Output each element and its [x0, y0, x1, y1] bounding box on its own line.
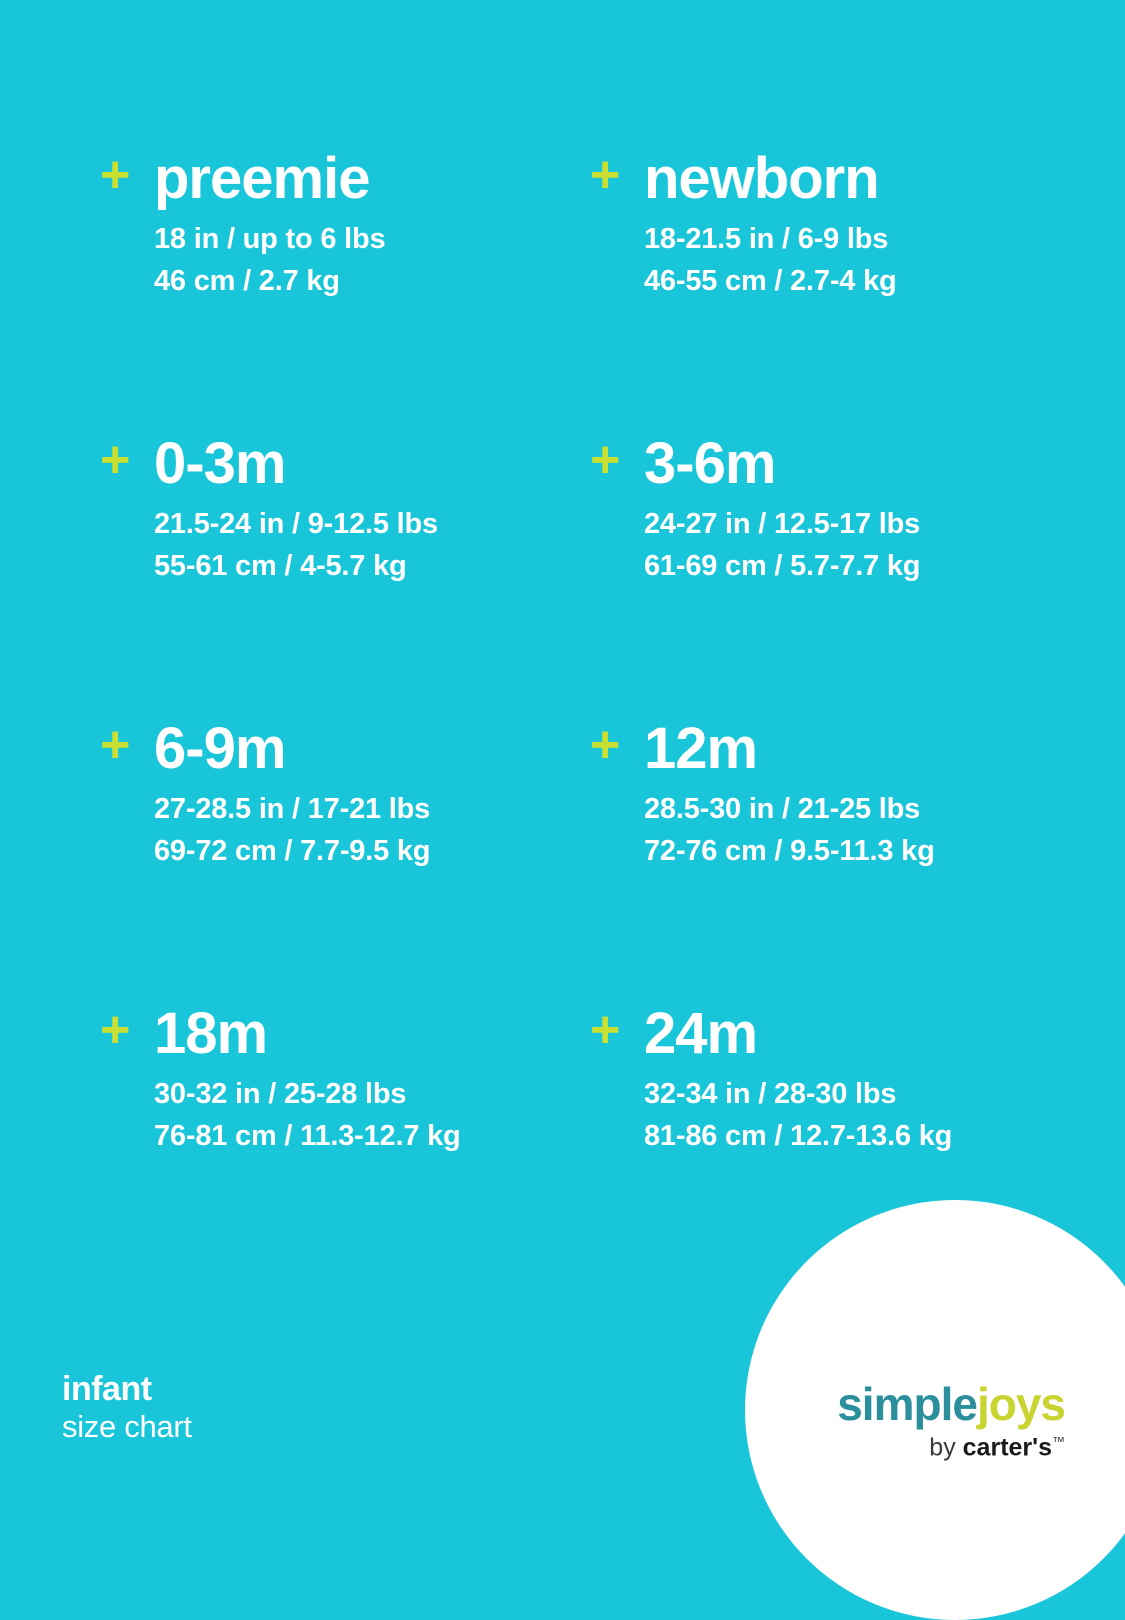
size-block-3-6m	[590, 431, 1060, 720]
size-metric: 72-76 cm / 9.5-11.3 kg	[644, 835, 935, 868]
size-name: 0-3m	[154, 431, 286, 496]
size-heading	[100, 1001, 590, 1066]
size-measurements	[644, 218, 1060, 302]
size-imperial: 18-21.5 in / 6-9 lbs	[644, 223, 889, 255]
brand-company: carter's	[962, 1433, 1052, 1461]
brand-word-joys: joys	[976, 1377, 1065, 1430]
size-metric: 81-86 cm / 12.7-13.6 kg	[644, 1120, 953, 1153]
size-heading	[100, 431, 590, 496]
plus-icon: +	[100, 716, 131, 774]
size-name: newborn	[644, 146, 879, 211]
plus-icon: +	[590, 431, 621, 489]
size-block-preemie	[100, 146, 590, 435]
size-imperial: 32-34 in / 28-30 lbs	[644, 1078, 897, 1110]
size-imperial: 24-27 in / 12.5-17 lbs	[644, 508, 921, 540]
size-heading	[100, 146, 590, 211]
size-metric: 69-72 cm / 7.7-9.5 kg	[154, 835, 431, 868]
size-name: preemie	[154, 146, 370, 211]
footer-label	[62, 1370, 192, 1445]
size-metric: 46 cm / 2.7 kg	[154, 265, 340, 298]
size-measurements	[154, 788, 590, 872]
size-heading	[590, 716, 1060, 781]
plus-icon: +	[100, 1001, 131, 1059]
plus-icon: +	[590, 146, 621, 204]
brand-logo	[745, 1377, 1065, 1461]
size-metric: 61-69 cm / 5.7-7.7 kg	[644, 550, 921, 583]
plus-icon: +	[590, 716, 621, 774]
plus-icon: +	[590, 1001, 621, 1059]
brand-word-simple: simple	[837, 1377, 977, 1430]
brand-byline	[745, 1435, 1065, 1460]
plus-icon: +	[100, 146, 131, 204]
trademark-icon: ™	[1052, 1433, 1065, 1449]
size-grid	[100, 146, 1060, 1245]
brand-by-label: by	[929, 1433, 963, 1461]
size-metric: 76-81 cm / 11.3-12.7 kg	[154, 1120, 461, 1153]
size-block-12m	[590, 716, 1060, 1005]
size-block-newborn	[590, 146, 1060, 435]
size-block-0-3m	[100, 431, 590, 720]
size-metric: 55-61 cm / 4-5.7 kg	[154, 550, 407, 583]
size-imperial: 28.5-30 in / 21-25 lbs	[644, 793, 921, 825]
page-title: infant	[62, 1370, 152, 1409]
size-block-18m	[100, 1001, 590, 1245]
size-name: 12m	[644, 716, 758, 781]
size-heading	[100, 716, 590, 781]
size-measurements	[154, 503, 590, 587]
size-heading	[590, 1001, 1060, 1066]
size-block-6-9m	[100, 716, 590, 1005]
plus-icon: +	[100, 431, 131, 489]
page-subtitle: size chart	[62, 1409, 192, 1445]
size-measurements	[154, 218, 590, 302]
size-name: 24m	[644, 1001, 758, 1066]
size-heading	[590, 146, 1060, 211]
size-measurements	[644, 788, 1060, 872]
size-name: 3-6m	[644, 431, 776, 496]
size-metric: 46-55 cm / 2.7-4 kg	[644, 265, 897, 298]
size-imperial: 30-32 in / 25-28 lbs	[154, 1078, 407, 1110]
size-heading	[590, 431, 1060, 496]
size-measurements	[644, 1073, 1060, 1157]
size-imperial: 18 in / up to 6 lbs	[154, 223, 386, 255]
size-measurements	[644, 503, 1060, 587]
size-measurements	[154, 1073, 590, 1157]
size-imperial: 27-28.5 in / 17-21 lbs	[154, 793, 431, 825]
brand-wordmark	[745, 1377, 1065, 1430]
size-name: 18m	[154, 1001, 268, 1066]
size-name: 6-9m	[154, 716, 286, 781]
size-imperial: 21.5-24 in / 9-12.5 lbs	[154, 508, 438, 540]
